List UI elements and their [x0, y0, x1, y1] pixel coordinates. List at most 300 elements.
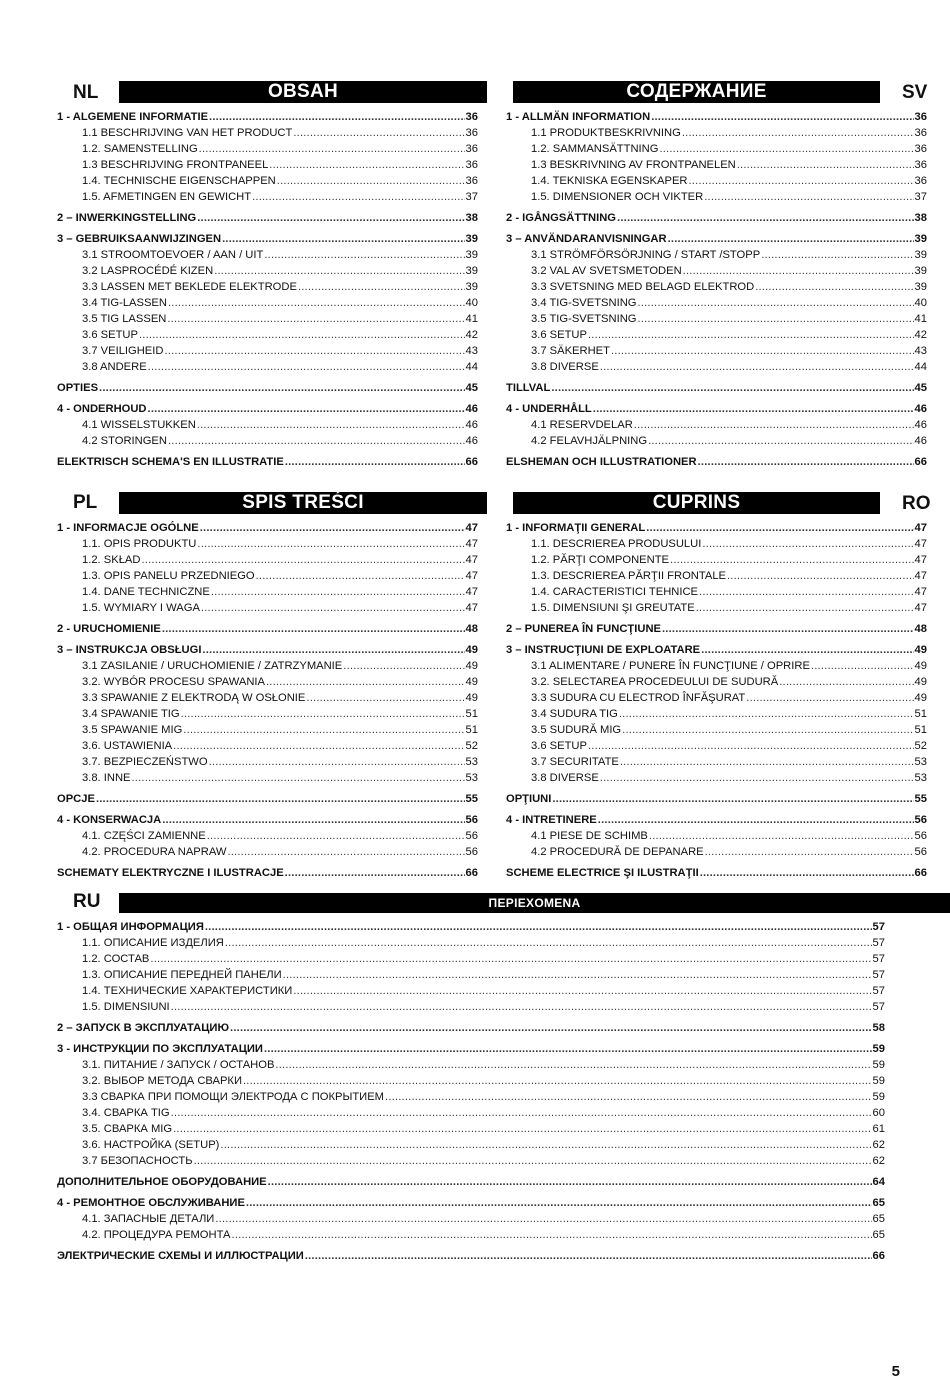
toc-page-number: 65 — [872, 1229, 885, 1241]
toc-subsection-entry — [57, 983, 885, 999]
toc-entry-label: 3.5 SUDURĂ MIG — [531, 724, 622, 736]
toc-entry-label: 1.2. SKŁAD — [82, 554, 141, 566]
toc-page-number: 66 — [465, 867, 478, 879]
toc-subsection-entry — [57, 1153, 885, 1169]
toc-page-number: 56 — [914, 814, 927, 826]
toc-entry-label: 4.2. ПРОЦЕДУРА РЕМОНТА — [82, 1229, 231, 1241]
toc-page-number: 48 — [914, 623, 927, 635]
toc-page-number: 58 — [872, 1022, 885, 1034]
dot-leader — [617, 210, 914, 226]
toc-entry-label: OPŢIUNI — [506, 793, 552, 805]
toc-subsection-entry — [57, 584, 478, 600]
toc-subsection-entry — [57, 674, 478, 690]
toc-page-number: 46 — [914, 419, 927, 431]
toc-page-number: 40 — [465, 297, 478, 309]
toc-page-number: 55 — [914, 793, 927, 805]
toc-subsection-entry — [57, 706, 478, 722]
toc-subsection-entry — [57, 1105, 885, 1121]
toc-page-number: 41 — [914, 313, 927, 325]
toc-entry-label: 3 – INSTRUKCJA OBSŁUGI — [57, 644, 202, 656]
dot-leader — [285, 865, 465, 881]
toc-page-number: 36 — [465, 143, 478, 155]
dot-leader — [171, 1105, 872, 1121]
dot-leader — [167, 311, 464, 327]
toc-page-number: 59 — [872, 1043, 885, 1055]
toc-entry-label: 3.4 TIG-LASSEN — [82, 297, 167, 309]
dot-leader — [246, 1195, 872, 1211]
toc-page-number: 40 — [914, 297, 927, 309]
toc-subsection-entry — [506, 568, 927, 584]
dot-leader — [268, 1174, 872, 1190]
toc-subsection-entry — [506, 125, 927, 141]
toc-entry-label: 1 - ALLMÄN INFORMATION — [506, 111, 651, 123]
toc-entry-label: 3.6 SETUP — [82, 329, 138, 341]
dot-leader — [737, 157, 914, 173]
toc-entry-label: 1.1 PRODUKTBESKRIVNING — [531, 127, 681, 139]
dot-leader — [683, 263, 914, 279]
toc-page-number: 36 — [914, 159, 927, 171]
toc-page-number: 42 — [914, 329, 927, 341]
toc-subsection-entry — [57, 844, 478, 860]
dot-leader — [620, 754, 914, 770]
dot-leader — [199, 141, 465, 157]
toc-chapter-entry — [57, 454, 478, 470]
toc-subsection-entry — [506, 343, 927, 359]
toc-page-number: 46 — [465, 435, 478, 447]
toc-chapter-entry — [506, 454, 927, 470]
dot-leader — [651, 109, 913, 125]
toc-entry-label: 1.4. TECHNISCHE EIGENSCHAPPEN — [82, 175, 276, 187]
toc-page-number: 47 — [914, 570, 927, 582]
dot-leader — [701, 642, 913, 658]
toc-entry-label: 3.7 VEILIGHEID — [82, 345, 164, 357]
dot-leader — [634, 417, 914, 433]
toc-subsection-entry — [506, 706, 927, 722]
toc-entry-label: TILLVAL — [506, 382, 551, 394]
toc-entry-label: 3.2. SELECTAREA PROCEDEULUI DE SUDURĂ — [531, 676, 779, 688]
toc-entry-label: 3.7 БЕЗОПАСНОСТЬ — [82, 1155, 193, 1167]
toc-subsection-entry — [57, 828, 478, 844]
toc-page-number: 57 — [872, 1001, 885, 1013]
toc-page-number: 47 — [465, 602, 478, 614]
toc-subsection-entry — [57, 295, 478, 311]
toc-page-number: 66 — [914, 867, 927, 879]
toc-entry-label: 1.5. WYMIARY I WAGA — [82, 602, 200, 614]
toc-subsection-entry — [506, 536, 927, 552]
dot-leader — [552, 791, 913, 807]
dot-leader — [385, 1089, 872, 1105]
toc-page-number: 51 — [465, 724, 478, 736]
dot-leader — [205, 919, 872, 935]
toc-chapter-entry — [506, 231, 927, 247]
toc-nl — [57, 109, 478, 470]
toc-entry-label: ELSHEMAN OCH ILLUSTRATIONER — [506, 456, 697, 468]
dot-leader — [168, 295, 465, 311]
language-code-ro: RO — [902, 493, 931, 514]
toc-subsection-entry — [57, 247, 478, 263]
toc-entry-label: ДОПОЛНИТЕЛЬНОЕ ОБОРУДОВАНИЕ — [57, 1176, 267, 1188]
toc-entry-label: 1.4. TEKNISKA EGENSKAPER — [531, 175, 688, 187]
toc-entry-label: 3.2 LASPROCÉDÉ KIZEN — [82, 265, 214, 277]
toc-subsection-entry — [57, 1211, 885, 1227]
toc-chapter-entry — [57, 109, 478, 125]
toc-subsection-entry — [57, 951, 885, 967]
toc-page-number: 47 — [465, 554, 478, 566]
dot-leader — [637, 311, 913, 327]
toc-entry-label: 1 - INFORMAŢII GENERAL — [506, 522, 646, 534]
toc-entry-label: 3 – GEBRUIKSAANWIJZINGEN — [57, 233, 222, 245]
toc-entry-label: 3.5 SPAWANIE MIG — [82, 724, 183, 736]
toc-entry-label: 1.1. DESCRIEREA PRODUSULUI — [531, 538, 702, 550]
toc-entry-label: 1.2. СОСТАВ — [82, 953, 150, 965]
toc-page-number: 57 — [872, 921, 885, 933]
toc-page-number: 47 — [465, 570, 478, 582]
toc-subsection-entry — [506, 844, 927, 860]
toc-entry-label: 4 - INTRETINERE — [506, 814, 597, 826]
dot-leader — [211, 584, 465, 600]
toc-page-number: 56 — [465, 830, 478, 842]
toc-page-number: 45 — [914, 382, 927, 394]
toc-page-number: 51 — [914, 724, 927, 736]
dot-leader — [727, 568, 914, 584]
section-title-pl: SPIS TREŚCI — [119, 492, 487, 514]
toc-entry-label: 3.4 TIG-SVETSNING — [531, 297, 637, 309]
toc-page-number: 51 — [465, 708, 478, 720]
dot-leader — [230, 1020, 872, 1036]
toc-page-number: 49 — [465, 644, 478, 656]
toc-subsection-entry — [506, 552, 927, 568]
toc-page-number: 65 — [872, 1213, 885, 1225]
toc-entry-label: 3.4 SPAWANIE TIG — [82, 708, 180, 720]
toc-entry-label: ELEKTRISCH SCHEMA'S EN ILLUSTRATIE — [57, 456, 284, 468]
dot-leader — [705, 844, 914, 860]
toc-subsection-entry — [57, 536, 478, 552]
dot-leader — [755, 279, 913, 295]
toc-page-number: 49 — [914, 644, 927, 656]
dot-leader — [269, 157, 464, 173]
toc-page-number: 62 — [872, 1155, 885, 1167]
toc-page-number: 56 — [465, 846, 478, 858]
toc-chapter-entry — [57, 401, 478, 417]
toc-page-number: 36 — [914, 143, 927, 155]
toc-entry-label: 3.7. BEZPIECZEŃSTWO — [82, 756, 208, 768]
section-title-ru: ΠΕΡΙΕΧΟΜΕΝΑ — [119, 893, 950, 913]
page-number: 5 — [891, 1363, 900, 1380]
toc-subsection-entry — [57, 263, 478, 279]
toc-entry-label: 3.3 SVETSNING MED BELAGD ELEKTROD — [531, 281, 755, 293]
toc-page-number: 65 — [872, 1197, 885, 1209]
toc-entry-label: 3.2. WYBÓR PROCESU SPAWANIA — [82, 676, 265, 688]
dot-leader — [670, 552, 914, 568]
dot-leader — [761, 247, 913, 263]
toc-entry-label: 3.7 SECURITATE — [531, 756, 619, 768]
toc-entry-label: 1.2. SAMENSTELLING — [82, 143, 198, 155]
dot-leader — [173, 738, 464, 754]
dot-leader — [220, 1137, 871, 1153]
dot-leader — [256, 568, 465, 584]
toc-subsection-entry — [506, 327, 927, 343]
dot-leader — [779, 674, 913, 690]
toc-subsection-entry — [506, 141, 927, 157]
language-code-ru: RU — [73, 891, 101, 912]
dot-leader — [600, 770, 914, 786]
toc-entry-label: 2 - IGÅNGSÄTTNING — [506, 212, 617, 224]
dot-leader — [668, 231, 914, 247]
toc-subsection-entry — [57, 999, 885, 1015]
toc-entry-label: 1.1 BESCHRIJVING VAN HET PRODUCT — [82, 127, 293, 139]
dot-leader — [200, 520, 465, 536]
toc-page-number: 42 — [465, 329, 478, 341]
toc-page-number: 46 — [914, 435, 927, 447]
toc-page-number: 49 — [465, 660, 478, 672]
toc-entry-label: 3.1 STRÖMFÖRSÖRJNING / START /STOPP — [531, 249, 761, 261]
toc-chapter-entry — [506, 401, 927, 417]
toc-entry-label: 3 – INSTRUCŢIUNI DE EXPLOATARE — [506, 644, 701, 656]
toc-page-number: 49 — [914, 692, 927, 704]
toc-chapter-entry — [506, 520, 927, 536]
toc-entry-label: 3.4. СВАРКА TIG — [82, 1107, 170, 1119]
toc-entry-label: 1.3. OPIS PANELU PRZEDNIEGO — [82, 570, 255, 582]
toc-entry-label: 4.2. PROCEDURA NAPRAW — [82, 846, 227, 858]
toc-entry-label: 3.3 SPAWANIE Z ELEKTRODĄ W OSŁONIE — [82, 692, 306, 704]
toc-subsection-entry — [57, 359, 478, 375]
toc-entry-label: 1 - INFORMACJE OGÓLNE — [57, 522, 199, 534]
toc-entry-label: 2 – ЗАПУСК В ЭКСПЛУАТАЦИЮ — [57, 1022, 230, 1034]
toc-chapter-entry — [506, 621, 927, 637]
toc-page-number: 57 — [872, 953, 885, 965]
toc-entry-label: 1.4. ТЕХНИЧЕСКИЕ ХАРАКТЕРИСТИКИ — [82, 985, 293, 997]
toc-subsection-entry — [57, 658, 478, 674]
toc-chapter-entry — [57, 1020, 885, 1036]
toc-subsection-entry — [57, 1137, 885, 1153]
toc-page-number: 60 — [872, 1107, 885, 1119]
toc-page-number: 61 — [872, 1123, 885, 1135]
toc-page-number: 44 — [465, 361, 478, 373]
toc-subsection-entry — [506, 754, 927, 770]
toc-page-number: 47 — [914, 586, 927, 598]
toc-subsection-entry — [57, 173, 478, 189]
toc-subsection-entry — [57, 568, 478, 584]
dot-leader — [662, 621, 914, 637]
toc-page-number: 36 — [914, 127, 927, 139]
toc-page-number: 56 — [465, 814, 478, 826]
toc-subsection-entry — [506, 738, 927, 754]
dot-leader — [646, 520, 913, 536]
toc-page-number: 41 — [465, 313, 478, 325]
toc-entry-label: 3.1 ALIMENTARE / PUNERE ÎN FUNCŢIUNE / OPRIRE — [531, 660, 810, 672]
toc-entry-label: 1.1. ОПИСАНИЕ ИЗДЕЛИЯ — [82, 937, 224, 949]
toc-chapter-entry — [57, 621, 478, 637]
toc-chapter-entry — [57, 1195, 885, 1211]
toc-page-number: 53 — [465, 772, 478, 784]
dot-leader — [275, 1057, 871, 1073]
toc-chapter-entry — [57, 791, 478, 807]
toc-entry-label: 4.1 PIESE DE SCHIMB — [531, 830, 648, 842]
dot-leader — [266, 674, 465, 690]
toc-subsection-entry — [506, 690, 927, 706]
toc-page-number: 47 — [914, 602, 927, 614]
dot-leader — [232, 1227, 872, 1243]
toc-page-number: 39 — [914, 265, 927, 277]
dot-leader — [202, 642, 464, 658]
toc-subsection-entry — [506, 279, 927, 295]
dot-leader — [551, 380, 913, 396]
toc-entry-label: 1 - ALGEMENE INFORMATIE — [57, 111, 209, 123]
toc-entry-label: 3.1 ZASILANIE / URUCHOMIENIE / ZATRZYMANIE — [82, 660, 343, 672]
toc-page-number: 39 — [914, 249, 927, 261]
toc-chapter-entry — [506, 865, 927, 881]
toc-subsection-entry — [57, 311, 478, 327]
toc-page-number: 53 — [914, 772, 927, 784]
toc-subsection-entry — [506, 311, 927, 327]
toc-entry-label: 4 - ONDERHOUD — [57, 403, 147, 415]
dot-leader — [201, 600, 465, 616]
toc-entry-label: 3.5. СВАРКА MIG — [82, 1123, 173, 1135]
toc-entry-label: 1.5. AFMETINGEN EN GEWICHT — [82, 191, 252, 203]
toc-entry-label: ЭЛЕКТРИЧЕСКИЕ СХЕМЫ И ИЛЛЮСТРАЦИИ — [57, 1250, 304, 1262]
toc-entry-label: 2 – INWERKINGSTELLING — [57, 212, 197, 224]
toc-page-number: 52 — [465, 740, 478, 752]
dot-leader — [746, 690, 913, 706]
toc-subsection-entry — [57, 141, 478, 157]
toc-entry-label: 2 - URUCHOMIENIE — [57, 623, 161, 635]
toc-entry-label: 1.1. OPIS PRODUKTU — [82, 538, 197, 550]
toc-chapter-entry — [506, 642, 927, 658]
toc-subsection-entry — [57, 1057, 885, 1073]
language-code-nl: NL — [73, 82, 99, 103]
toc-entry-label: 3.7 SÄKERHET — [531, 345, 610, 357]
dot-leader — [659, 141, 913, 157]
dot-leader — [277, 173, 465, 189]
dot-leader — [588, 738, 914, 754]
toc-chapter-entry — [57, 919, 885, 935]
dot-leader — [698, 454, 914, 470]
toc-chapter-entry — [57, 231, 478, 247]
language-code-sv: SV — [902, 82, 928, 103]
toc-subsection-entry — [57, 722, 478, 738]
dot-leader — [305, 1248, 872, 1264]
toc-subsection-entry — [57, 433, 478, 449]
toc-entry-label: 4.1. ЗАПАСНЫЕ ДЕТАЛИ — [82, 1213, 215, 1225]
toc-entry-label: OPCJE — [57, 793, 95, 805]
toc-entry-label: 4.1 RESERVDELAR — [531, 419, 633, 431]
toc-subsection-entry — [57, 125, 478, 141]
toc-page-number: 43 — [914, 345, 927, 357]
dot-leader — [141, 552, 464, 568]
toc-page-number: 57 — [872, 985, 885, 997]
dot-leader — [285, 454, 465, 470]
toc-entry-label: 3.1. ПИТАНИЕ / ЗАПУСК / ОСТАНОВ — [82, 1059, 275, 1071]
dot-leader — [702, 536, 913, 552]
dot-leader — [306, 690, 464, 706]
dot-leader — [197, 417, 465, 433]
toc-chapter-entry — [506, 210, 927, 226]
dot-leader — [293, 983, 871, 999]
dot-leader — [811, 658, 914, 674]
dot-leader — [214, 263, 464, 279]
toc-page-number: 49 — [465, 692, 478, 704]
toc-page-number: 55 — [465, 793, 478, 805]
toc-entry-label: SCHEME ELECTRICE ŞI ILUSTRAŢII — [506, 867, 699, 879]
toc-entry-label: 3.8. INNE — [82, 772, 131, 784]
toc-entry-label: 3.8 DIVERSE — [531, 772, 599, 784]
toc-page-number: 52 — [914, 740, 927, 752]
toc-page-number: 38 — [465, 212, 478, 224]
toc-entry-label: 4.2 PROCEDURĂ DE DEPANARE — [531, 846, 704, 858]
toc-subsection-entry — [57, 157, 478, 173]
dot-leader — [197, 536, 464, 552]
toc-page-number: 43 — [465, 345, 478, 357]
toc-page-number: 47 — [465, 586, 478, 598]
dot-leader — [298, 279, 465, 295]
toc-page-number: 47 — [465, 538, 478, 550]
toc-subsection-entry — [57, 1121, 885, 1137]
dot-leader — [264, 247, 464, 263]
dot-leader — [619, 706, 914, 722]
dot-leader — [209, 109, 465, 125]
toc-chapter-entry — [506, 380, 927, 396]
toc-page-number: 37 — [465, 191, 478, 203]
toc-subsection-entry — [506, 359, 927, 375]
toc-entry-label: 1.5. DIMENSIUNI — [82, 1001, 170, 1013]
toc-page-number: 49 — [914, 676, 927, 688]
dot-leader — [171, 999, 872, 1015]
toc-entry-label: 1.2. PĂRŢI COMPONENTE — [531, 554, 670, 566]
toc-entry-label: 4.2 FELAVHJÄLPNING — [531, 435, 648, 447]
toc-entry-label: 1.3 BESKRIVNING AV FRONTPANELEN — [531, 159, 736, 171]
toc-page-number: 47 — [914, 554, 927, 566]
toc-entry-label: 3.6 SETUP — [531, 740, 587, 752]
dot-leader — [593, 401, 914, 417]
toc-subsection-entry — [57, 343, 478, 359]
dot-leader — [162, 812, 464, 828]
dot-leader — [243, 1073, 872, 1089]
toc-page-number: 57 — [872, 969, 885, 981]
dot-leader — [183, 722, 464, 738]
toc-entry-label: 4.1 WISSELSTUKKEN — [82, 419, 196, 431]
toc-page-number: 47 — [914, 522, 927, 534]
toc-subsection-entry — [57, 1089, 885, 1105]
dot-leader — [622, 722, 913, 738]
toc-entry-label: 3.5 TIG-SVETSNING — [531, 313, 637, 325]
toc-chapter-entry — [57, 1248, 885, 1264]
toc-page-number: 39 — [465, 281, 478, 293]
toc-entry-label: 1.3. ОПИСАНИЕ ПЕРЕДНЕЙ ПАНЕЛИ — [82, 969, 282, 981]
toc-entry-label: 1.3 BESCHRIJVING FRONTPANEEL — [82, 159, 269, 171]
toc-entry-label: 1.3. DESCRIEREA PĂRŢII FRONTALE — [531, 570, 726, 582]
toc-subsection-entry — [57, 600, 478, 616]
toc-chapter-entry — [506, 791, 927, 807]
toc-page-number: 37 — [914, 191, 927, 203]
toc-chapter-entry — [506, 109, 927, 125]
dot-leader — [173, 1121, 871, 1137]
toc-chapter-entry — [57, 520, 478, 536]
language-code-pl: PL — [73, 492, 98, 513]
toc-entry-label: 3.2. ВЫБОР МЕТОДА СВАРКИ — [82, 1075, 242, 1087]
toc-page-number: 46 — [465, 419, 478, 431]
toc-entry-label: 4.1. CZĘŚCI ZAMIENNE — [82, 830, 206, 842]
toc-subsection-entry — [506, 417, 927, 433]
toc-page-number: 48 — [465, 623, 478, 635]
dot-leader — [222, 231, 464, 247]
toc-subsection-entry — [57, 417, 478, 433]
toc-page-number: 36 — [914, 175, 927, 187]
dot-leader — [164, 343, 464, 359]
toc-subsection-entry — [506, 770, 927, 786]
toc-entry-label: 3.8 DIVERSE — [531, 361, 599, 373]
dot-leader — [225, 935, 872, 951]
toc-page-number: 66 — [914, 456, 927, 468]
